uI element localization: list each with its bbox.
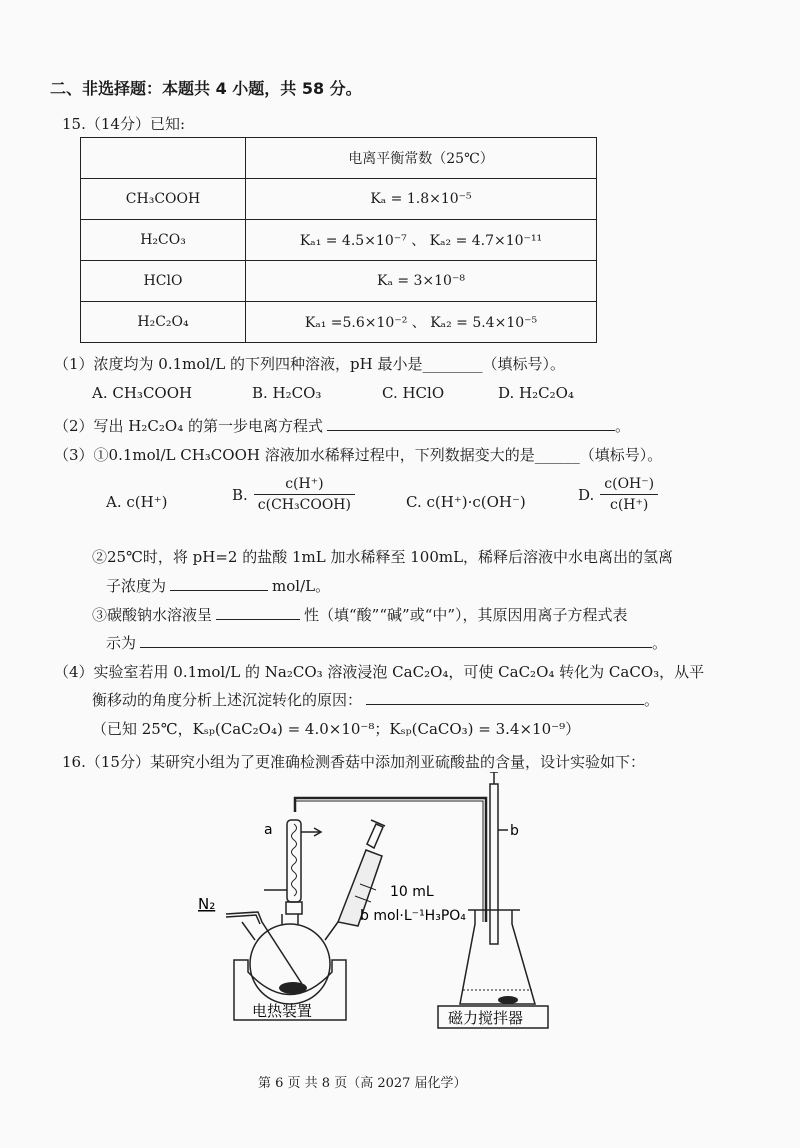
apparatus-diagram	[190, 772, 570, 1037]
table-row	[81, 220, 597, 261]
fraction-d	[600, 476, 658, 513]
label-a: a	[264, 822, 273, 838]
answer-blank[interactable]	[327, 416, 615, 431]
answer-blank[interactable]	[366, 690, 644, 705]
table-row	[81, 179, 597, 220]
q16-header: 16.（15分）某研究小组为了更准确检测香菇中添加剂亚硫酸盐的含量，设计实验如下：	[62, 753, 645, 771]
ionization-constant-table	[80, 137, 597, 343]
answer-blank[interactable]	[216, 605, 300, 620]
q15-part3-option-b	[232, 476, 355, 513]
table-corner-cell	[81, 138, 246, 179]
burette	[490, 784, 498, 944]
q15-part1-option-a: A. CH₃COOH	[92, 384, 193, 402]
q15-part3-3-line1	[92, 604, 628, 625]
fraction-b-denominator: c(CH₃COOH)	[257, 497, 351, 513]
table-header-row	[81, 138, 597, 179]
fraction-b-numerator: c(H⁺)	[254, 476, 355, 495]
answer-blank[interactable]	[170, 576, 268, 591]
table-row	[81, 302, 597, 343]
q15-part4-end: 。	[644, 691, 660, 709]
q15-part3-option-d	[578, 476, 658, 513]
q15-part1-option-d: D. H₂C₂O₄	[498, 384, 574, 402]
label-b: b	[510, 823, 519, 839]
section-title: 二、非选择题：本题共 4 小题，共 58 分。	[50, 79, 362, 98]
q15-part3-3-line2	[106, 632, 667, 653]
constant-cell: Kₐ₁ = 4.5×10⁻⁷ 、 Kₐ₂ = 4.7×10⁻¹¹	[246, 220, 597, 261]
q15-part4-line1: （4）实验室若用 0.1mol/L 的 Na₂CO₃ 溶液浸泡 CaC₂O₄，可使 CaC₂O₄ 转化为 CaCO₃，从平	[54, 663, 705, 681]
constant-cell: Kₐ₁ =5.6×10⁻² 、 Kₐ₂ = 5.4×10⁻⁵	[246, 302, 597, 343]
fraction-b	[254, 476, 355, 513]
connecting-tube	[295, 798, 486, 922]
acid-cell: H₂C₂O₄	[81, 302, 246, 343]
q15-part2-text: （2）写出 H₂C₂O₄ 的第一步电离方程式	[54, 417, 323, 435]
q15-part4-text: 衡移动的角度分析上述沉淀转化的原因：	[92, 691, 363, 709]
stir-bar	[498, 996, 518, 1004]
q15-part3-3-text2: 性（填“酸”“碱”或“中”），其原因用离子方程式表	[304, 606, 628, 624]
label-volume: 10 mL	[390, 884, 434, 900]
label-reagent: b mol·L⁻¹H₃PO₄	[360, 908, 466, 924]
q15-part3-3-end: 。	[652, 634, 668, 652]
q15-part3-option-a: A. c(H⁺)	[106, 493, 168, 511]
answer-blank[interactable]	[140, 633, 652, 648]
q15-part3: （3）①0.1mol/L CH₃COOH 溶液加水稀释过程中，下列数据变大的是______（填标号）。	[54, 446, 663, 464]
q15-part2-end: 。	[614, 417, 630, 435]
q15-part3-2-line1: ②25℃时，将 pH=2 的盐酸 1mL 加水稀释至 100mL，稀释后溶液中水电离出的氢离	[92, 548, 674, 566]
q15-part4-note: （已知 25℃，Kₛₚ(CaC₂O₄) = 4.0×10⁻⁸；Kₛₚ(CaCO₃) = 3.4×10⁻⁹）	[92, 720, 581, 738]
label-stirrer: 磁力搅拌器	[448, 1009, 524, 1027]
table-header-cell: 电离平衡常数（25℃）	[246, 138, 597, 179]
q15-part1: （1）浓度均为 0.1mol/L 的下列四种溶液，pH 最小是________（填标号）。	[54, 355, 565, 373]
q15-part3-2-line2	[106, 575, 330, 596]
label-n2: N₂	[198, 895, 216, 913]
fraction-d-denominator: c(H⁺)	[610, 497, 649, 513]
q15-part4-line2	[92, 689, 659, 710]
acid-cell: HClO	[81, 261, 246, 302]
q15-part1-option-b: B. H₂CO₃	[252, 384, 322, 402]
q15-part2	[54, 415, 630, 436]
q15-part3-2-unit: mol/L。	[272, 577, 331, 595]
q15-part1-option-c: C. HClO	[382, 384, 445, 402]
sample-mass	[279, 982, 307, 994]
acid-cell: CH₃COOH	[81, 179, 246, 220]
option-b-label: B.	[232, 485, 248, 504]
q15-part3-2-text: 子浓度为	[106, 577, 167, 595]
fraction-d-numerator: c(OH⁻)	[600, 476, 658, 495]
acid-cell: H₂CO₃	[81, 220, 246, 261]
constant-cell: Kₐ = 3×10⁻⁸	[246, 261, 597, 302]
n2-inlet-tube	[226, 912, 302, 984]
q15-part3-option-c: C. c(H⁺)·c(OH⁻)	[406, 493, 526, 511]
label-heater: 电热装置	[252, 1002, 313, 1020]
q15-part3-3-text: ③碳酸钠水溶液呈	[92, 606, 213, 624]
q15-header: 15.（14分）已知:	[62, 115, 185, 133]
option-d-label: D.	[578, 485, 595, 504]
table-row	[81, 261, 597, 302]
q15-part3-3-text3: 示为	[106, 634, 137, 652]
constant-cell: Kₐ = 1.8×10⁻⁵	[246, 179, 597, 220]
page-footer: 第 6 页 共 8 页（高 2027 届化学）	[258, 1076, 467, 1091]
